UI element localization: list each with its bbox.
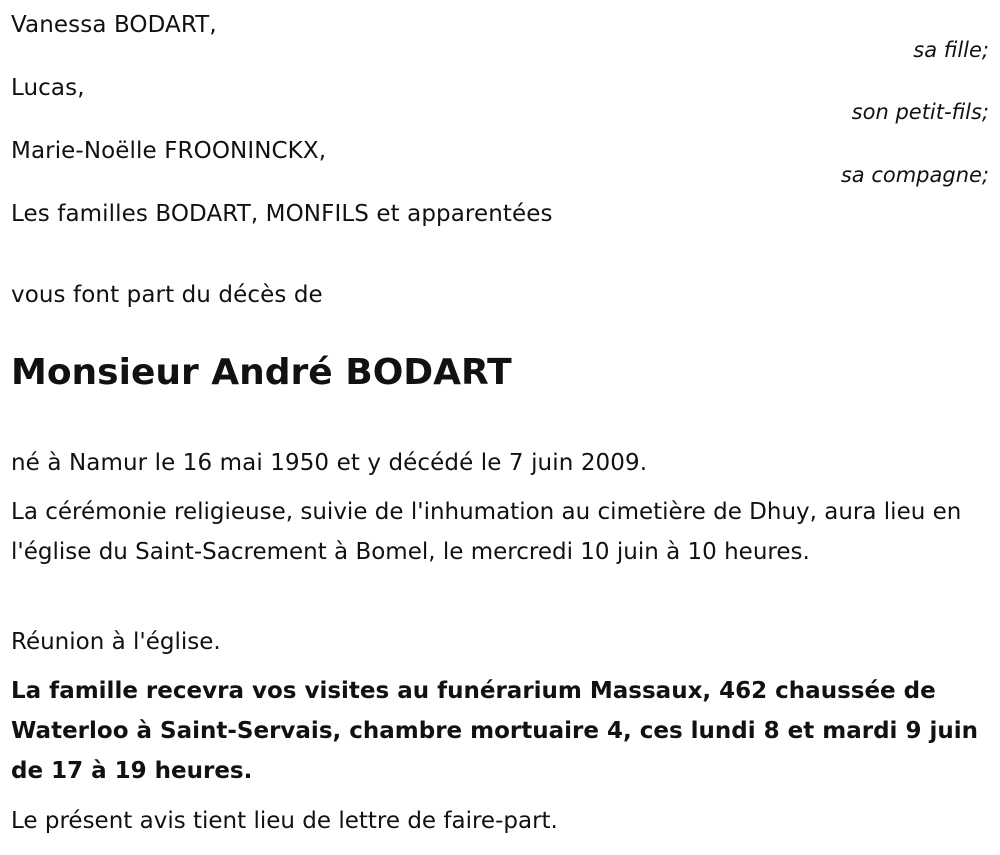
announcer-relation-1: sa fille;	[913, 38, 989, 62]
announcer-name-3: Marie-Noëlle FROONINCKX,	[11, 138, 327, 164]
announcer-name-1: Vanessa BODART,	[11, 12, 217, 38]
deceased-name: Monsieur André BODART	[11, 352, 512, 393]
announcement-line: vous font part du décès de	[11, 282, 323, 308]
reunion-line: Réunion à l'église.	[11, 629, 221, 655]
families-line: Les familles BODART, MONFILS et apparentées	[11, 201, 553, 227]
announcer-relation-2: son petit-fils;	[851, 100, 989, 124]
visits-paragraph: La famille recevra vos visites au funérarium Massaux, 462 chaussée de Waterloo à Saint-Servais, chambre mortuaire 4, ces lundi 8 et mardi 9 juin de 17 à 19 heures.	[11, 678, 978, 784]
closing-line: Le présent avis tient lieu de lettre de faire-part.	[11, 808, 558, 834]
announcer-name-2: Lucas,	[11, 75, 85, 101]
announcer-relation-3: sa compagne;	[840, 163, 989, 187]
birth-death-line: né à Namur le 16 mai 1950 et y décédé le 7 juin 2009.	[11, 450, 648, 476]
ceremony-paragraph: La cérémonie religieuse, suivie de l'inhumation au cimetière de Dhuy, aura lieu en l'église du Saint-Sacrement à Bomel, le mercredi 10 juin à 10 heures.	[11, 499, 962, 565]
